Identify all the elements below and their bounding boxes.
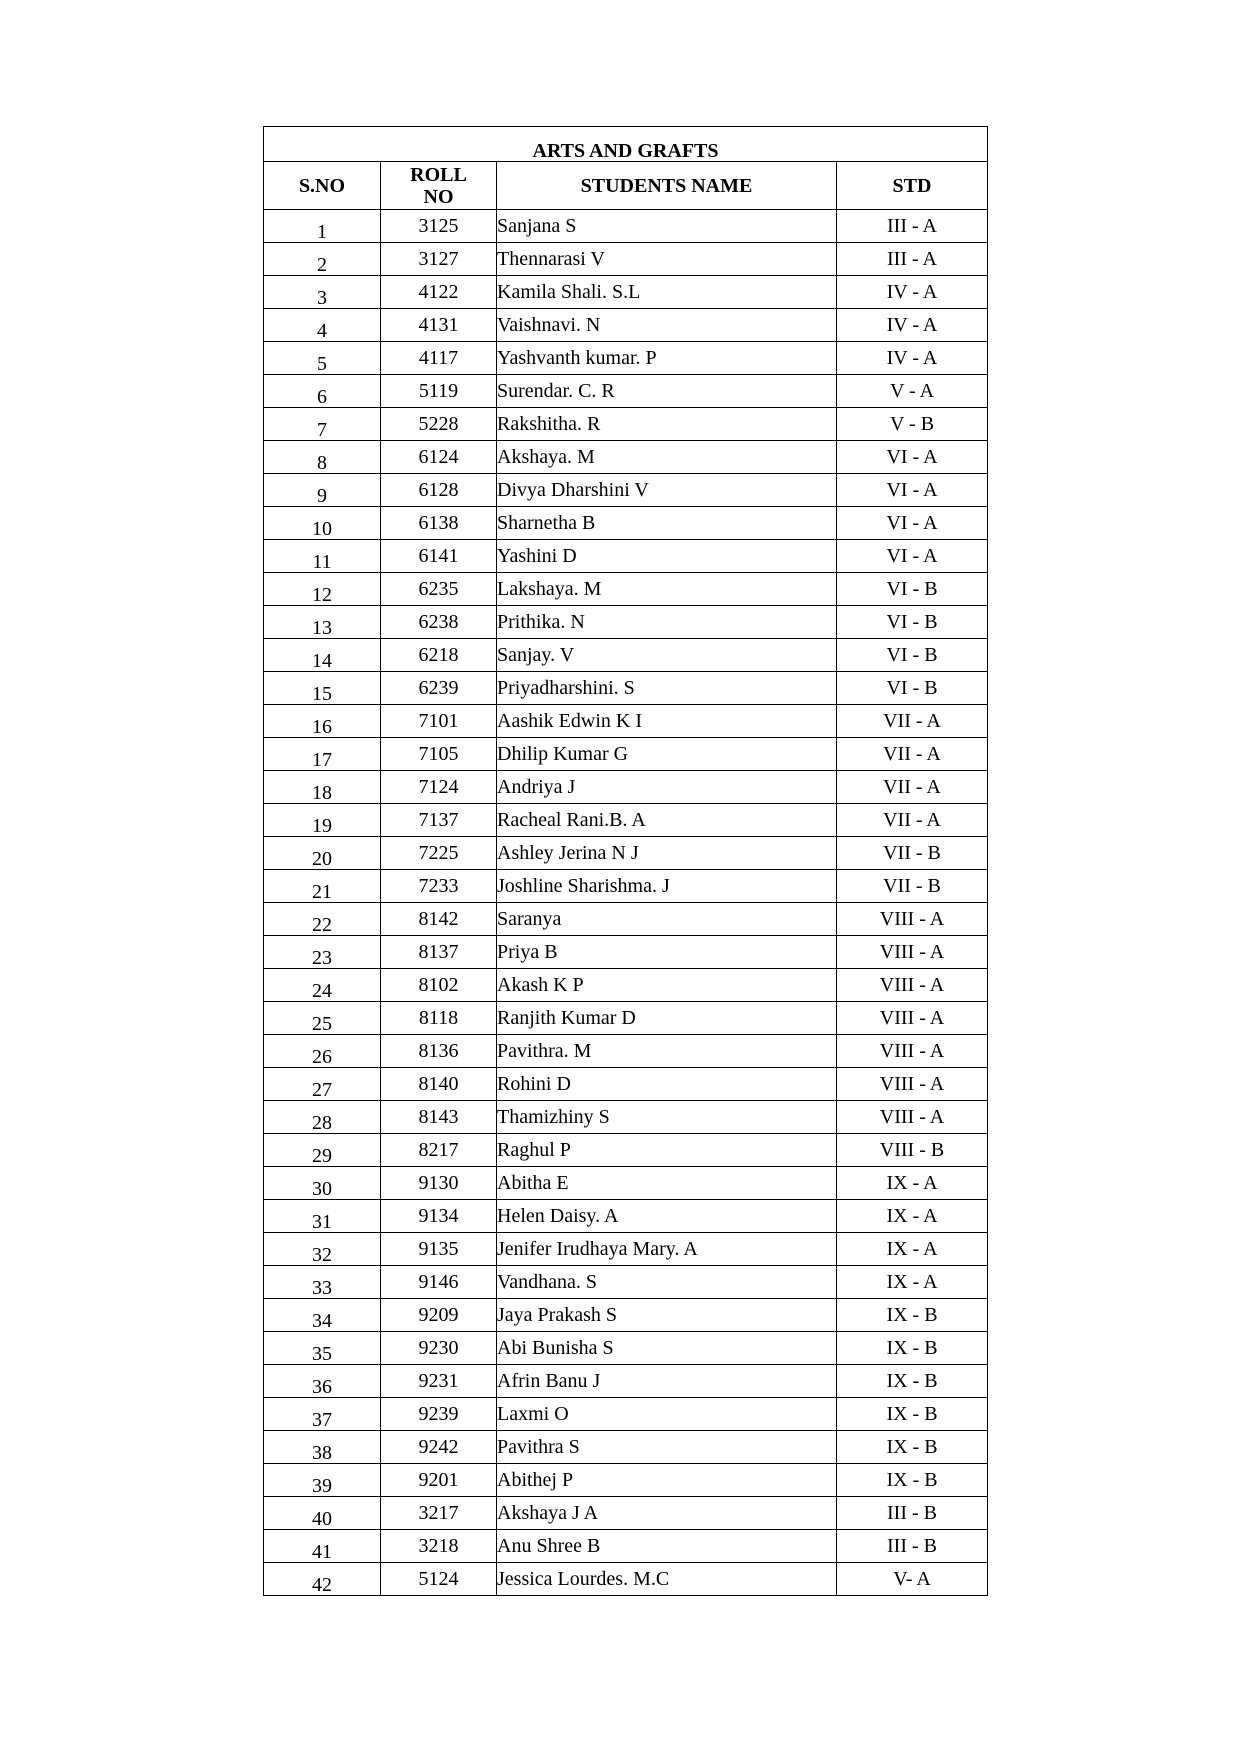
cell-sno: 4 xyxy=(264,309,381,342)
header-students-name: STUDENTS NAME xyxy=(497,162,837,210)
cell-roll-no: 7233 xyxy=(381,870,497,903)
cell-student-name: Prithika. N xyxy=(497,606,837,639)
cell-student-name: Raghul P xyxy=(497,1134,837,1167)
table-row xyxy=(264,507,988,540)
cell-std: VI - B xyxy=(837,672,988,705)
cell-std: VII - A xyxy=(837,705,988,738)
table-row xyxy=(264,540,988,573)
cell-std: VII - A xyxy=(837,771,988,804)
cell-student-name: Vaishnavi. N xyxy=(497,309,837,342)
cell-roll-no: 8140 xyxy=(381,1068,497,1101)
cell-std: III - B xyxy=(837,1497,988,1530)
table-row xyxy=(264,672,988,705)
cell-std: IX - A xyxy=(837,1266,988,1299)
table-row xyxy=(264,969,988,1002)
table-row xyxy=(264,837,988,870)
cell-student-name: Saranya xyxy=(497,903,837,936)
cell-std: VIII - A xyxy=(837,1002,988,1035)
cell-student-name: Jenifer Irudhaya Mary. A xyxy=(497,1233,837,1266)
table-row xyxy=(264,1497,988,1530)
cell-student-name: Rohini D xyxy=(497,1068,837,1101)
cell-student-name: Akshaya J A xyxy=(497,1497,837,1530)
cell-sno: 12 xyxy=(264,573,381,606)
cell-sno: 18 xyxy=(264,771,381,804)
cell-roll-no: 9231 xyxy=(381,1365,497,1398)
table-row xyxy=(264,903,988,936)
cell-sno: 2 xyxy=(264,243,381,276)
table-row xyxy=(264,1530,988,1563)
cell-roll-no: 7137 xyxy=(381,804,497,837)
header-std: STD xyxy=(837,162,988,210)
cell-std: VIII - A xyxy=(837,969,988,1002)
cell-student-name: Akshaya. M xyxy=(497,441,837,474)
cell-roll-no: 9209 xyxy=(381,1299,497,1332)
cell-std: VII - A xyxy=(837,738,988,771)
cell-student-name: Yashini D xyxy=(497,540,837,573)
cell-sno: 15 xyxy=(264,672,381,705)
cell-student-name: Jessica Lourdes. M.C xyxy=(497,1563,837,1596)
table-row xyxy=(264,1134,988,1167)
cell-sno: 5 xyxy=(264,342,381,375)
cell-sno: 32 xyxy=(264,1233,381,1266)
cell-sno: 22 xyxy=(264,903,381,936)
cell-std: VIII - A xyxy=(837,1068,988,1101)
cell-roll-no: 6138 xyxy=(381,507,497,540)
cell-roll-no: 9130 xyxy=(381,1167,497,1200)
cell-student-name: Pavithra S xyxy=(497,1431,837,1464)
cell-roll-no: 6128 xyxy=(381,474,497,507)
cell-sno: 19 xyxy=(264,804,381,837)
table-row xyxy=(264,573,988,606)
cell-std: V - A xyxy=(837,375,988,408)
table-row xyxy=(264,474,988,507)
cell-sno: 20 xyxy=(264,837,381,870)
cell-roll-no: 8143 xyxy=(381,1101,497,1134)
table-row xyxy=(264,1233,988,1266)
cell-std: IX - A xyxy=(837,1200,988,1233)
table-row xyxy=(264,639,988,672)
cell-sno: 13 xyxy=(264,606,381,639)
table-row xyxy=(264,1431,988,1464)
cell-std: VI - B xyxy=(837,606,988,639)
cell-student-name: Abitha E xyxy=(497,1167,837,1200)
cell-std: VII - B xyxy=(837,837,988,870)
cell-student-name: Afrin Banu J xyxy=(497,1365,837,1398)
cell-student-name: Priyadharshini. S xyxy=(497,672,837,705)
cell-student-name: Racheal Rani.B. A xyxy=(497,804,837,837)
cell-sno: 30 xyxy=(264,1167,381,1200)
cell-roll-no: 4117 xyxy=(381,342,497,375)
cell-roll-no: 3125 xyxy=(381,210,497,243)
cell-sno: 7 xyxy=(264,408,381,441)
cell-sno: 26 xyxy=(264,1035,381,1068)
cell-roll-no: 9230 xyxy=(381,1332,497,1365)
cell-roll-no: 8102 xyxy=(381,969,497,1002)
cell-roll-no: 6124 xyxy=(381,441,497,474)
cell-std: IX - B xyxy=(837,1365,988,1398)
cell-sno: 17 xyxy=(264,738,381,771)
cell-std: VI - B xyxy=(837,639,988,672)
cell-sno: 29 xyxy=(264,1134,381,1167)
cell-student-name: Vandhana. S xyxy=(497,1266,837,1299)
table-row xyxy=(264,1068,988,1101)
cell-std: VI - B xyxy=(837,573,988,606)
cell-std: VI - A xyxy=(837,507,988,540)
cell-sno: 35 xyxy=(264,1332,381,1365)
cell-std: VI - A xyxy=(837,474,988,507)
table-row xyxy=(264,375,988,408)
cell-std: VIII - A xyxy=(837,903,988,936)
cell-student-name: Joshline Sharishma. J xyxy=(497,870,837,903)
cell-sno: 25 xyxy=(264,1002,381,1035)
cell-std: VI - A xyxy=(837,441,988,474)
cell-student-name: Ranjith Kumar D xyxy=(497,1002,837,1035)
cell-std: IX - B xyxy=(837,1332,988,1365)
cell-student-name: Aashik Edwin K I xyxy=(497,705,837,738)
cell-roll-no: 8217 xyxy=(381,1134,497,1167)
table-row xyxy=(264,1167,988,1200)
table-row xyxy=(264,936,988,969)
cell-roll-no: 8142 xyxy=(381,903,497,936)
header-sno: S.NO xyxy=(264,162,381,210)
cell-student-name: Dhilip Kumar G xyxy=(497,738,837,771)
table-row xyxy=(264,243,988,276)
table-row xyxy=(264,1266,988,1299)
cell-roll-no: 5228 xyxy=(381,408,497,441)
cell-std: VI - A xyxy=(837,540,988,573)
table-row xyxy=(264,1398,988,1431)
cell-sno: 3 xyxy=(264,276,381,309)
cell-roll-no: 6218 xyxy=(381,639,497,672)
cell-student-name: Anu Shree B xyxy=(497,1530,837,1563)
cell-sno: 41 xyxy=(264,1530,381,1563)
cell-roll-no: 9135 xyxy=(381,1233,497,1266)
cell-sno: 16 xyxy=(264,705,381,738)
table-row xyxy=(264,1332,988,1365)
cell-sno: 23 xyxy=(264,936,381,969)
students-table xyxy=(263,126,988,1596)
table-row xyxy=(264,1002,988,1035)
cell-std: IX - B xyxy=(837,1299,988,1332)
table-row xyxy=(264,1101,988,1134)
cell-student-name: Priya B xyxy=(497,936,837,969)
cell-sno: 27 xyxy=(264,1068,381,1101)
cell-roll-no: 9239 xyxy=(381,1398,497,1431)
table-row xyxy=(264,738,988,771)
cell-sno: 37 xyxy=(264,1398,381,1431)
cell-student-name: Kamila Shali. S.L xyxy=(497,276,837,309)
cell-sno: 42 xyxy=(264,1563,381,1596)
cell-roll-no: 6239 xyxy=(381,672,497,705)
cell-student-name: Sanjay. V xyxy=(497,639,837,672)
table-row xyxy=(264,1035,988,1068)
cell-student-name: Yashvanth kumar. P xyxy=(497,342,837,375)
cell-roll-no: 9146 xyxy=(381,1266,497,1299)
cell-roll-no: 8137 xyxy=(381,936,497,969)
cell-std: VII - A xyxy=(837,804,988,837)
header-roll-line1: ROLL xyxy=(410,163,467,186)
cell-student-name: Sanjana S xyxy=(497,210,837,243)
cell-roll-no: 6235 xyxy=(381,573,497,606)
cell-std: IX - B xyxy=(837,1398,988,1431)
cell-std: IV - A xyxy=(837,342,988,375)
cell-sno: 24 xyxy=(264,969,381,1002)
cell-student-name: Abi Bunisha S xyxy=(497,1332,837,1365)
cell-sno: 38 xyxy=(264,1431,381,1464)
cell-student-name: Thennarasi V xyxy=(497,243,837,276)
cell-student-name: Surendar. C. R xyxy=(497,375,837,408)
cell-std: VIII - A xyxy=(837,1101,988,1134)
table-body xyxy=(264,210,988,1596)
cell-std: IX - B xyxy=(837,1431,988,1464)
cell-roll-no: 5119 xyxy=(381,375,497,408)
cell-roll-no: 8118 xyxy=(381,1002,497,1035)
table-row xyxy=(264,1365,988,1398)
cell-roll-no: 3217 xyxy=(381,1497,497,1530)
table-row xyxy=(264,1464,988,1497)
cell-sno: 9 xyxy=(264,474,381,507)
table-title-row xyxy=(264,127,988,162)
cell-roll-no: 4122 xyxy=(381,276,497,309)
cell-student-name: Sharnetha B xyxy=(497,507,837,540)
cell-roll-no: 4131 xyxy=(381,309,497,342)
table-row xyxy=(264,771,988,804)
cell-student-name: Laxmi O xyxy=(497,1398,837,1431)
cell-roll-no: 7105 xyxy=(381,738,497,771)
cell-sno: 8 xyxy=(264,441,381,474)
cell-sno: 36 xyxy=(264,1365,381,1398)
table-row xyxy=(264,408,988,441)
cell-sno: 40 xyxy=(264,1497,381,1530)
cell-std: IV - A xyxy=(837,276,988,309)
table-row xyxy=(264,606,988,639)
cell-student-name: Jaya Prakash S xyxy=(497,1299,837,1332)
table-row xyxy=(264,210,988,243)
cell-std: IX - A xyxy=(837,1167,988,1200)
table-row xyxy=(264,870,988,903)
table-row xyxy=(264,309,988,342)
cell-roll-no: 6141 xyxy=(381,540,497,573)
cell-std: VIII - B xyxy=(837,1134,988,1167)
table-row xyxy=(264,1200,988,1233)
cell-student-name: Thamizhiny S xyxy=(497,1101,837,1134)
cell-student-name: Abithej P xyxy=(497,1464,837,1497)
cell-std: IV - A xyxy=(837,309,988,342)
cell-std: III - A xyxy=(837,210,988,243)
cell-sno: 11 xyxy=(264,540,381,573)
cell-student-name: Lakshaya. M xyxy=(497,573,837,606)
cell-sno: 28 xyxy=(264,1101,381,1134)
table-row xyxy=(264,705,988,738)
cell-roll-no: 9242 xyxy=(381,1431,497,1464)
cell-sno: 33 xyxy=(264,1266,381,1299)
cell-std: IX - B xyxy=(837,1464,988,1497)
table-row xyxy=(264,804,988,837)
cell-student-name: Akash K P xyxy=(497,969,837,1002)
cell-sno: 21 xyxy=(264,870,381,903)
cell-roll-no: 3127 xyxy=(381,243,497,276)
table-row xyxy=(264,1563,988,1596)
cell-std: VII - B xyxy=(837,870,988,903)
cell-student-name: Andriya J xyxy=(497,771,837,804)
cell-roll-no: 7225 xyxy=(381,837,497,870)
header-roll-no xyxy=(381,162,497,210)
table-header-row xyxy=(264,162,988,210)
cell-std: III - A xyxy=(837,243,988,276)
cell-sno: 39 xyxy=(264,1464,381,1497)
cell-sno: 34 xyxy=(264,1299,381,1332)
cell-std: V - B xyxy=(837,408,988,441)
cell-student-name: Divya Dharshini V xyxy=(497,474,837,507)
cell-sno: 1 xyxy=(264,210,381,243)
cell-roll-no: 7101 xyxy=(381,705,497,738)
cell-std: VIII - A xyxy=(837,1035,988,1068)
cell-roll-no: 6238 xyxy=(381,606,497,639)
cell-roll-no: 9201 xyxy=(381,1464,497,1497)
cell-std: IX - A xyxy=(837,1233,988,1266)
cell-roll-no: 3218 xyxy=(381,1530,497,1563)
cell-student-name: Ashley Jerina N J xyxy=(497,837,837,870)
cell-roll-no: 9134 xyxy=(381,1200,497,1233)
cell-student-name: Pavithra. M xyxy=(497,1035,837,1068)
cell-std: III - B xyxy=(837,1530,988,1563)
cell-roll-no: 8136 xyxy=(381,1035,497,1068)
table-row xyxy=(264,441,988,474)
table-row xyxy=(264,276,988,309)
cell-student-name: Helen Daisy. A xyxy=(497,1200,837,1233)
table-title: ARTS AND GRAFTS xyxy=(264,127,988,162)
cell-roll-no: 5124 xyxy=(381,1563,497,1596)
cell-std: VIII - A xyxy=(837,936,988,969)
cell-student-name: Rakshitha. R xyxy=(497,408,837,441)
cell-sno: 31 xyxy=(264,1200,381,1233)
cell-std: V- A xyxy=(837,1563,988,1596)
header-roll-line2: NO xyxy=(423,185,454,208)
cell-sno: 6 xyxy=(264,375,381,408)
cell-sno: 14 xyxy=(264,639,381,672)
cell-sno: 10 xyxy=(264,507,381,540)
table-row xyxy=(264,1299,988,1332)
cell-roll-no: 7124 xyxy=(381,771,497,804)
table-row xyxy=(264,342,988,375)
